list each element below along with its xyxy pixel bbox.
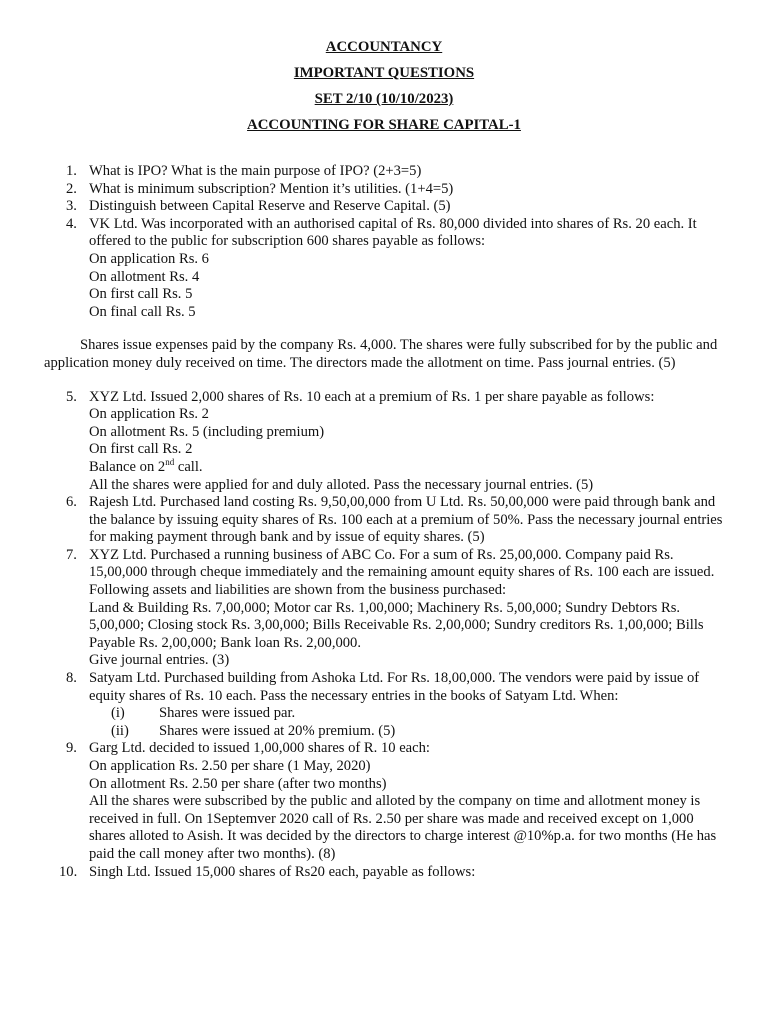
question-number: 3. — [66, 198, 77, 215]
question-text: Garg Ltd. decided to issued 1,00,000 shares of R. 10 each: — [89, 740, 430, 757]
topic-heading: ACCOUNTING FOR SHARE CAPITAL-1 — [247, 117, 521, 133]
payment-line: On application Rs. 2 — [89, 406, 209, 423]
document-header — [0, 34, 768, 138]
question-number: 4. — [66, 215, 77, 232]
question-4 — [0, 216, 768, 322]
ordinal-suffix: nd — [165, 457, 175, 468]
sub-question-text: Shares were issued at 20% premium. (5) — [159, 722, 396, 739]
question-number: 8. — [66, 670, 77, 687]
payment-line: On application Rs. 6 — [89, 250, 209, 267]
question-5 — [0, 389, 768, 495]
payment-line: On allotment Rs. 2.50 per share (after two months) — [89, 775, 387, 792]
payment-line: On first call Rs. 5 — [89, 286, 193, 303]
question-text: XYZ Ltd. Purchased a running business of ABC Co. For a sum of Rs. 25,00,000. Company paid Rs. 15,00,000 through cheque immediately and the remaining amount equity shares of Rs. 100 each are issued. Following assets and liabilities are shown from the business purchased: — [89, 546, 715, 599]
question-6 — [0, 494, 768, 547]
sub-question-ii — [89, 723, 728, 741]
question-number: 1. — [66, 163, 77, 179]
question-1 — [0, 163, 768, 181]
balance-text: Balance on 2 — [89, 458, 166, 475]
balance-line — [89, 459, 728, 477]
balance-call-text: call. — [174, 458, 203, 475]
sub-question-text: Shares were issued par. — [159, 705, 296, 722]
question-text: What is minimum subscription? Mention it’s utilities. (1+4=5) — [89, 180, 454, 197]
set-heading: SET 2/10 (10/10/2023) — [314, 91, 454, 107]
question-3 — [0, 198, 768, 216]
question-10 — [0, 864, 768, 882]
title-heading: IMPORTANT QUESTIONS — [293, 65, 475, 81]
question-number: 6. — [66, 494, 77, 511]
question-number: 2. — [66, 180, 77, 197]
question-list — [0, 163, 768, 881]
question-text: Distinguish between Capital Reserve and Reserve Capital. (5) — [89, 198, 451, 215]
roman-numeral: (i) — [111, 705, 125, 722]
question-closing: Give journal entries. (3) — [89, 652, 230, 669]
question-text: Satyam Ltd. Purchased building from Ashoka Ltd. For Rs. 18,00,000. The vendors were paid by issue of equity shares of Rs. 10 each. Pass the necessary entries in the books of Satyam Ltd. When: — [89, 670, 700, 704]
question-2 — [0, 181, 768, 199]
question-number: 9. — [66, 740, 77, 757]
payment-line: On allotment Rs. 5 (including premium) — [89, 423, 325, 440]
question-number: 7. — [66, 546, 77, 563]
question-text: XYZ Ltd. Issued 2,000 shares of Rs. 10 each at a premium of Rs. 1 per share payable as follows: — [89, 388, 655, 405]
question-text: VK Ltd. Was incorporated with an authorised capital of Rs. 80,000 divided into shares of Rs. 20 each. It offered to the public for subscription 600 shares payable as follows: — [89, 215, 697, 250]
payment-line: On application Rs. 2.50 per share (1 May, 2020) — [89, 758, 371, 774]
question-4-paragraph: Shares issue expenses paid by the company Rs. 4,000. The shares were fully subscribed for by the public and application money duly received on time. The directors made the allotment on time. Pass journal entries. (5) — [44, 337, 718, 371]
payment-line: On final call Rs. 5 — [89, 303, 196, 320]
question-8 — [0, 670, 768, 740]
question-text: Rajesh Ltd. Purchased land costing Rs. 9,50,00,000 from U Ltd. Rs. 50,00,000 were paid through bank and the balance by issuing equity shares of Rs. 100 each at a premium of 50%. Pass the necessary journal entries for making payment through bank and by issue of equity shares. (5) — [89, 494, 723, 546]
payment-line: On allotment Rs. 4 — [89, 268, 200, 285]
question-7 — [0, 547, 768, 670]
payment-line: On first call Rs. 2 — [89, 441, 193, 458]
assets-liabilities-text: Land & Building Rs. 7,00,000; Motor car Rs. 1,00,000; Machinery Rs. 5,00,000; Sundry Debtors Rs. 5,00,000; Closing stock Rs. 3,00,000; Bills Receivable Rs. 2,00,000; Sundry creditors Rs. 1,00,000; Bills Payable Rs. 2,00,000; Bank loan Rs. 2,00,000. — [89, 599, 704, 651]
question-number: 5. — [66, 388, 77, 405]
question-text: What is IPO? What is the main purpose of IPO? (2+3=5) — [89, 163, 422, 179]
question-9 — [0, 740, 768, 863]
sub-question-i — [89, 705, 728, 723]
question-paragraph: All the shares were subscribed by the public and alloted by the company on time and allotment money is received in full. On 1Septemver 2020 call of Rs. 2.50 per share was made and received except on 1,000 shares alloted to Asish. It was decided by the directors to charge interest @10%p.a. for two months (He has paid the call money after two months). (8) — [89, 793, 717, 862]
question-text: Singh Ltd. Issued 15,000 shares of Rs20 each, payable as follows: — [89, 863, 476, 880]
question-closing: All the shares were applied for and duly alloted. Pass the necessary journal entries. (5) — [89, 476, 594, 493]
roman-numeral: (ii) — [111, 722, 129, 739]
subject-heading: ACCOUNTANCY — [325, 39, 443, 55]
question-number: 10. — [59, 863, 78, 880]
